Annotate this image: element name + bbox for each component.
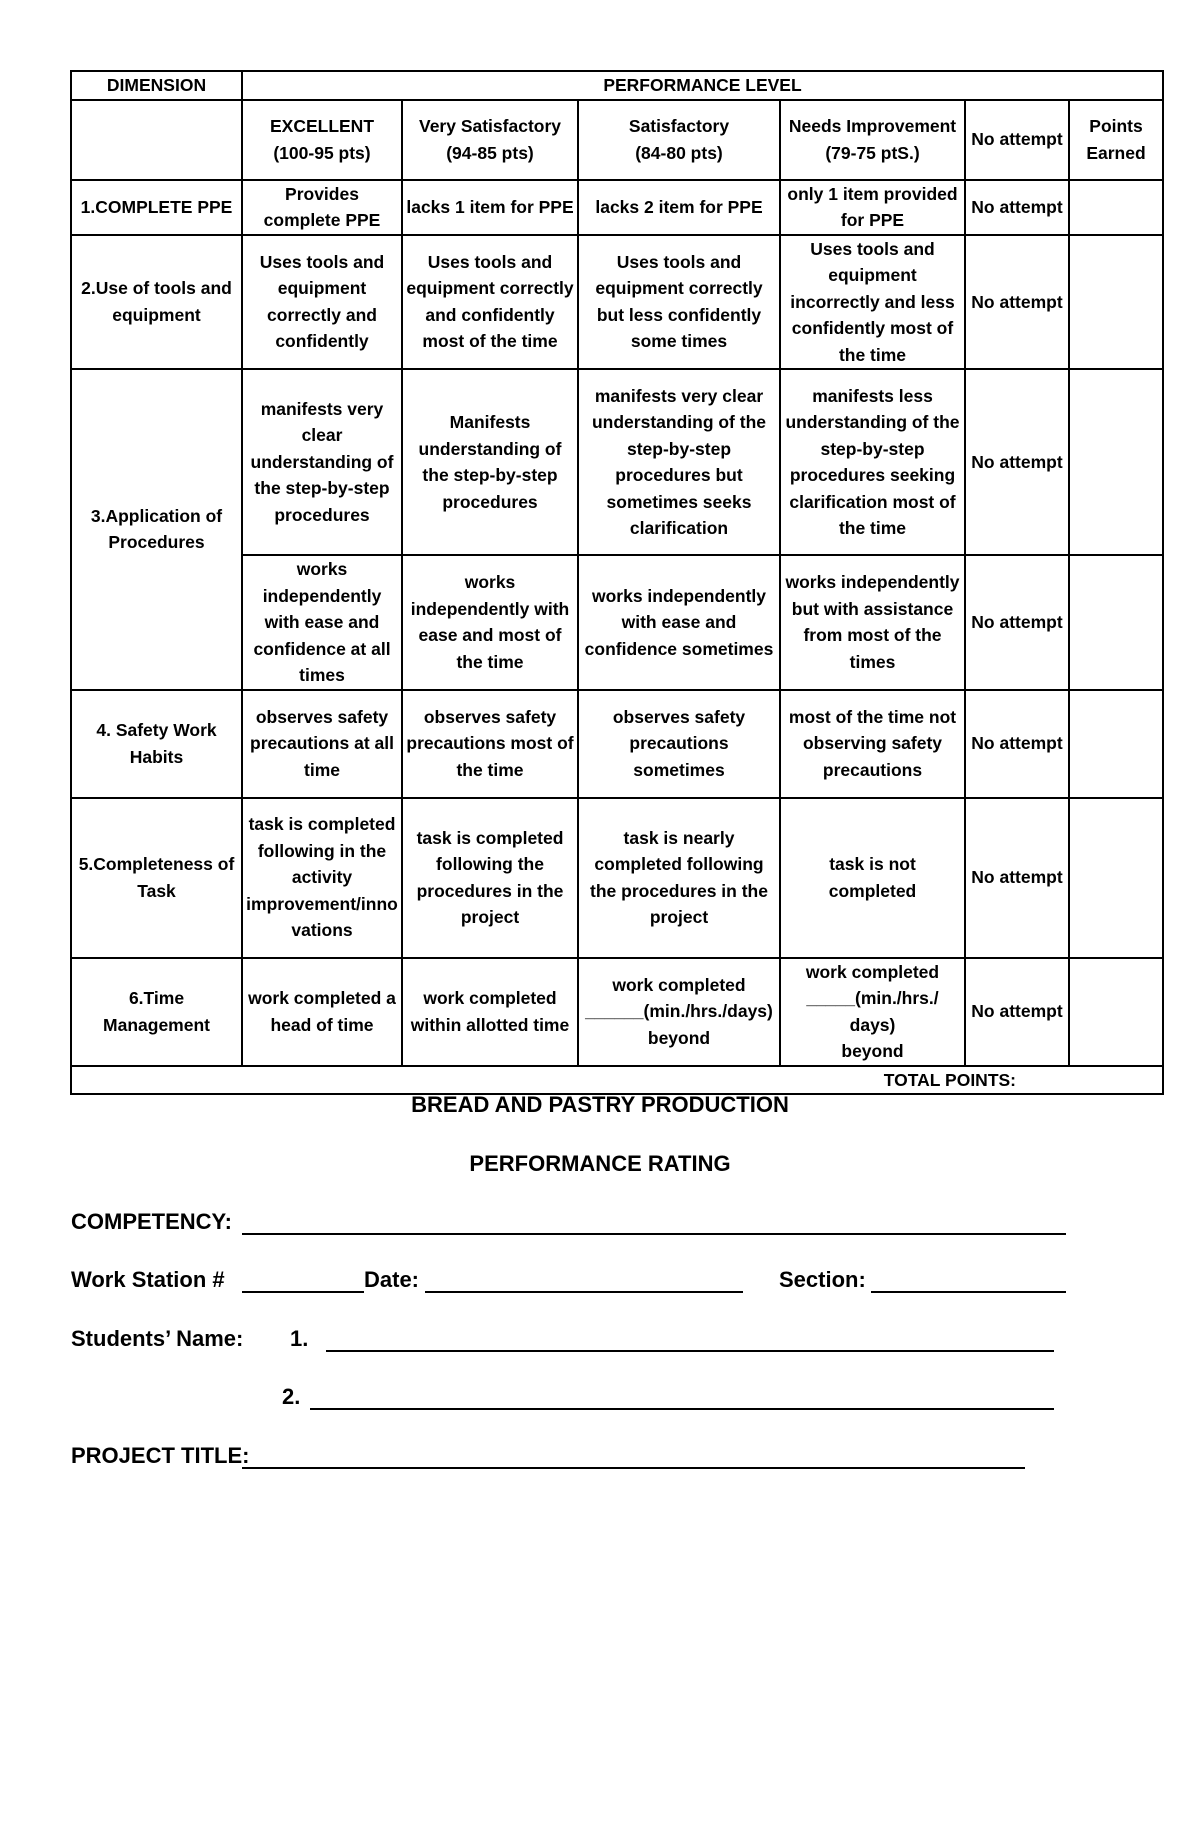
- level-points-earned: Points Earned: [1069, 100, 1163, 180]
- student-2-number: 2.: [282, 1384, 301, 1409]
- criteria-cell: Manifests understanding of the step-by-step procedures: [402, 369, 578, 555]
- date-field[interactable]: [425, 1291, 743, 1293]
- criteria-cell: only 1 item provided for PPE: [780, 180, 965, 235]
- criteria-cell: Uses tools and equipment correctly and confidently most of the time: [402, 235, 578, 370]
- criteria-cell: work completed _____(min./hrs./ days) beyond: [780, 958, 965, 1066]
- form-title: BREAD AND PASTRY PRODUCTION: [411, 1092, 789, 1117]
- level-no-attempt: No attempt: [965, 100, 1069, 180]
- criteria-cell: Uses tools and equipment correctly but less confidently some times: [578, 235, 780, 370]
- criteria-cell: works independently but with assistance from most of the times: [780, 555, 965, 690]
- dimension-cell: 2.Use of tools and equipment: [71, 235, 242, 370]
- table-row: [71, 690, 1163, 798]
- project-title-field[interactable]: [242, 1467, 1025, 1469]
- form-subtitle: PERFORMANCE RATING: [469, 1151, 731, 1176]
- criteria-cell: work completed ______(min./hrs./days) beyond: [578, 958, 780, 1066]
- work-station-field[interactable]: [242, 1291, 364, 1293]
- points-earned-cell[interactable]: [1069, 235, 1163, 370]
- criteria-cell: most of the time not observing safety precautions: [780, 690, 965, 798]
- dimension-cell: 5.Completeness of Task: [71, 798, 242, 958]
- table-row: [71, 369, 1163, 555]
- criteria-cell: Uses tools and equipment incorrectly and less confidently most of the time: [780, 235, 965, 370]
- criteria-cell: manifests very clear understanding of the step-by-step procedures: [242, 369, 402, 555]
- criteria-cell: task is not completed: [780, 798, 965, 958]
- criteria-cell: manifests less understanding of the step-by-step procedures seeking clarification most of the time: [780, 369, 965, 555]
- performance-level-header: PERFORMANCE LEVEL: [242, 71, 1163, 100]
- points-earned-cell[interactable]: [1069, 798, 1163, 958]
- dimension-header: DIMENSION: [71, 71, 242, 100]
- points-earned-cell[interactable]: [1069, 369, 1163, 555]
- section-field[interactable]: [871, 1291, 1066, 1293]
- criteria-cell: work completed a head of time: [242, 958, 402, 1066]
- project-title-label: PROJECT TITLE:: [71, 1443, 250, 1468]
- header-row: [71, 71, 1163, 100]
- dimension-cell: 3.Application of Procedures: [71, 369, 242, 690]
- level-satisfactory: Satisfactory (84-80 pts): [578, 100, 780, 180]
- work-station-label: Work Station #: [71, 1267, 225, 1292]
- criteria-cell: work completed within allotted time: [402, 958, 578, 1066]
- date-label: Date:: [364, 1267, 420, 1292]
- criteria-cell: observes safety precautions at all time: [242, 690, 402, 798]
- rubric-table: [70, 70, 1164, 1095]
- criteria-cell: works independently with ease and confidence sometimes: [578, 555, 780, 690]
- table-row: [71, 958, 1163, 1066]
- criteria-cell: task is completed following in the activity improvement/innovations: [242, 798, 402, 958]
- points-earned-cell[interactable]: [1069, 690, 1163, 798]
- criteria-cell: works independently with ease and confidence at all times: [242, 555, 402, 690]
- table-row: [71, 798, 1163, 958]
- students-name-label: Students’ Name:: [71, 1326, 244, 1351]
- criteria-cell: Provides complete PPE: [242, 180, 402, 235]
- total-points-label: TOTAL POINTS:: [71, 1066, 1163, 1095]
- criteria-cell: No attempt: [965, 369, 1069, 555]
- criteria-cell: observes safety precautions most of the time: [402, 690, 578, 798]
- dimension-cell: 4. Safety Work Habits: [71, 690, 242, 798]
- criteria-cell: No attempt: [965, 235, 1069, 370]
- student-1-field[interactable]: [326, 1350, 1054, 1352]
- table-row: [71, 180, 1163, 235]
- competency-label: COMPETENCY:: [71, 1209, 232, 1234]
- criteria-cell: manifests very clear understanding of the step-by-step procedures but sometimes seeks clarification: [578, 369, 780, 555]
- criteria-cell: No attempt: [965, 958, 1069, 1066]
- student-2-field[interactable]: [310, 1408, 1054, 1410]
- criteria-cell: No attempt: [965, 798, 1069, 958]
- points-earned-cell[interactable]: [1069, 958, 1163, 1066]
- criteria-cell: task is nearly completed following the procedures in the project: [578, 798, 780, 958]
- criteria-cell: lacks 1 item for PPE: [402, 180, 578, 235]
- criteria-cell: No attempt: [965, 690, 1069, 798]
- dimension-cell: 1.COMPLETE PPE: [71, 180, 242, 235]
- criteria-cell: Uses tools and equipment correctly and confidently: [242, 235, 402, 370]
- criteria-cell: lacks 2 item for PPE: [578, 180, 780, 235]
- criteria-cell: observes safety precautions sometimes: [578, 690, 780, 798]
- level-needs-improvement: Needs Improvement (79-75 ptS.): [780, 100, 965, 180]
- levels-row: [71, 100, 1163, 180]
- level-very-satisfactory: Very Satisfactory (94-85 pts): [402, 100, 578, 180]
- competency-field[interactable]: [242, 1233, 1066, 1235]
- empty-header-cell: [71, 100, 242, 180]
- level-excellent: EXCELLENT (100-95 pts): [242, 100, 402, 180]
- dimension-cell: 6.Time Management: [71, 958, 242, 1066]
- total-row: [71, 1066, 1163, 1095]
- student-1-number: 1.: [290, 1326, 309, 1351]
- table-row: [71, 235, 1163, 370]
- section-label: Section:: [779, 1267, 866, 1292]
- points-earned-cell[interactable]: [1069, 555, 1163, 690]
- criteria-cell: works independently with ease and most of the time: [402, 555, 578, 690]
- criteria-cell: No attempt: [965, 180, 1069, 235]
- points-earned-cell[interactable]: [1069, 180, 1163, 235]
- criteria-cell: task is completed following the procedures in the project: [402, 798, 578, 958]
- criteria-cell: No attempt: [965, 555, 1069, 690]
